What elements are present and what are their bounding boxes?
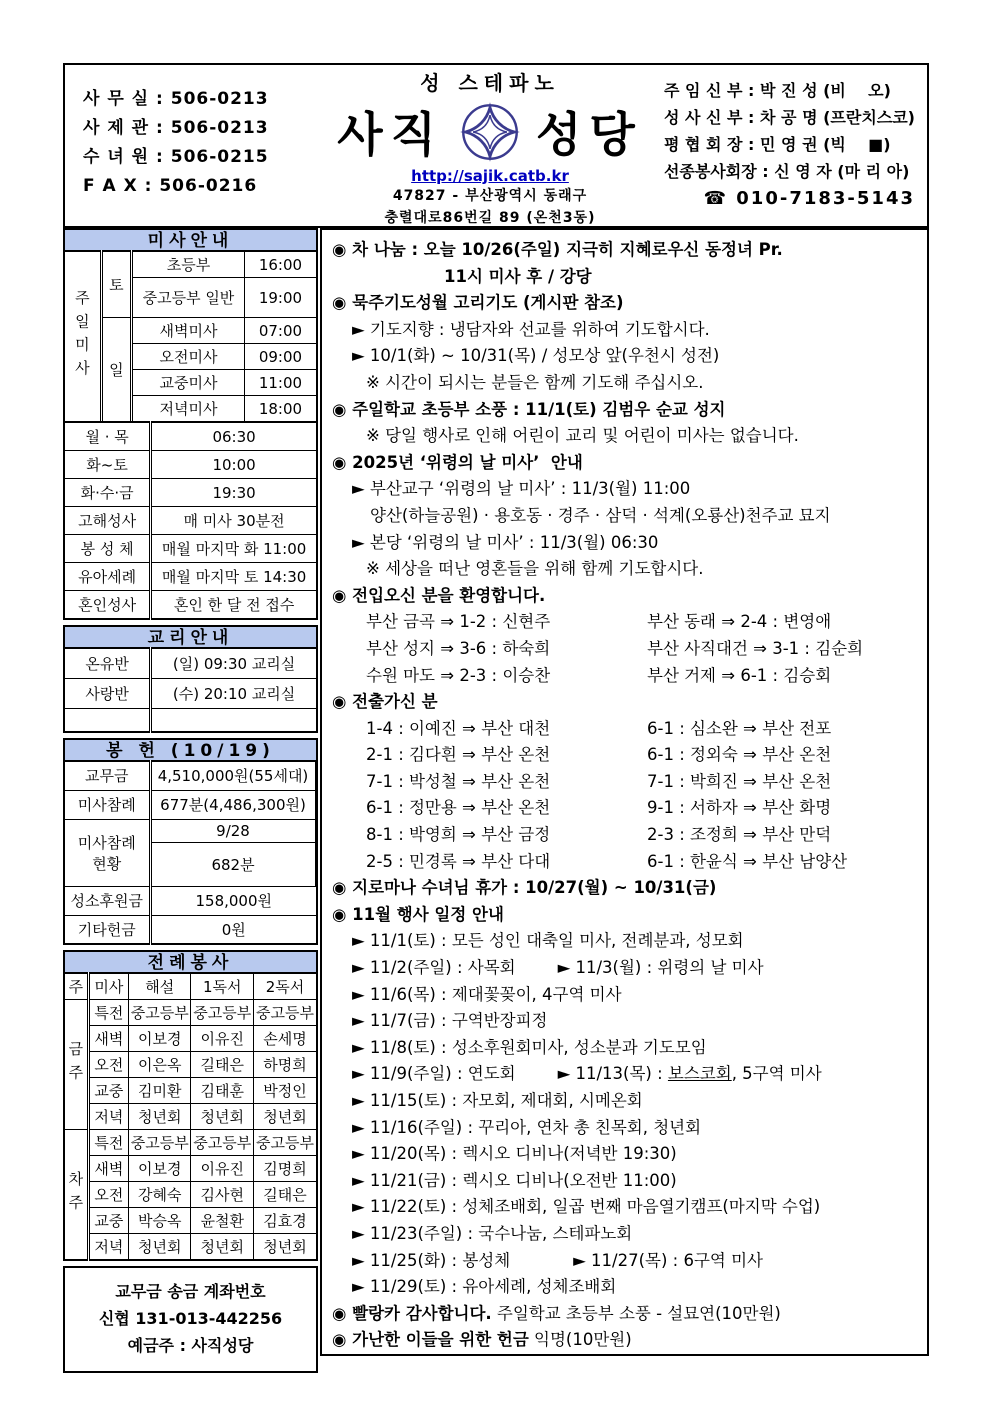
cell: 손세명 <box>253 1026 317 1052</box>
cell-header: 2독서 <box>253 973 317 1000</box>
mass-schedule-table <box>63 250 318 423</box>
table-row <box>64 318 317 344</box>
table-row <box>64 451 317 479</box>
announcement-line: ◉ 가난한 이들을 위한 헌금 익명(10만원) <box>332 1330 632 1350</box>
schedule-line: ► 11/1(토) : 모든 성인 대축일 미사, 전례분과, 성모회 <box>352 931 744 951</box>
saint-name: 성 스테파노 <box>420 71 560 95</box>
cell: 사랑반 <box>64 678 151 708</box>
cell: 19:00 <box>244 278 317 318</box>
transfer-out-row: 2-5 : 민경록 ⇒ 부산 다대 6-1 : 한윤식 ⇒ 부산 남양산 <box>366 851 848 871</box>
cell: (수) 20:10 교리실 <box>151 678 317 708</box>
cell: 매월 마지막 화 11:00 <box>151 535 317 563</box>
announcement-line: 양산(하늘공원) · 용호동 · 경주 · 삼덕 · 석계(오룡산)천주교 묘지 <box>370 505 831 525</box>
weekday-mass-table <box>63 421 318 620</box>
cell: 16:00 <box>244 251 317 278</box>
announcement-line: ◉ 차 나눔 : 오늘 10/26(주일) 지극히 지혜로우신 동정녀 Pr. <box>332 240 783 259</box>
cell: 이유진 <box>191 1156 253 1182</box>
cell: 새벽 <box>88 1026 128 1052</box>
cell: 682분 <box>150 842 315 886</box>
cell: 청년회 <box>191 1104 253 1130</box>
transfer-out-row: 1-4 : 이예진 ⇒ 부산 대천 6-1 : 심소완 ⇒ 부산 전포 <box>366 718 832 738</box>
table-row <box>64 1026 317 1052</box>
cell: 김미환 <box>129 1078 191 1104</box>
transfer-out-row: 7-1 : 박성철 ⇒ 부산 온천 7-1 : 박희진 ⇒ 부산 온천 <box>366 771 832 791</box>
cell-this-week: 금주 <box>64 1000 88 1130</box>
left-column <box>63 228 318 1373</box>
phone-line: 사 무 실 : 506-0213 <box>83 89 269 109</box>
liturgy-service-table <box>63 972 318 1261</box>
staff-list <box>664 77 915 212</box>
table-row <box>64 790 317 819</box>
table-row <box>64 1130 317 1156</box>
cell: 저녁 <box>88 1234 128 1261</box>
cell: 오전 <box>88 1052 128 1078</box>
schedule-line: ► 11/25(화) : 봉성체 ► 11/27(목) : 6구역 미사 <box>352 1250 763 1270</box>
table-row <box>64 648 317 678</box>
catechesis-header: 교리안내 <box>63 625 318 649</box>
cell <box>64 708 151 732</box>
church-title-right: 성당 <box>536 108 643 163</box>
account-line: 교무금 송금 계좌번호 <box>115 1282 266 1301</box>
cell: 중고등부 일반 <box>132 278 245 318</box>
cell: 중고등부 <box>253 1130 317 1156</box>
announcement-line: ► 기도지향 : 냉담자와 선교를 위하여 기도합시다. <box>352 319 710 339</box>
cell: 유아세례 <box>64 563 151 591</box>
table-row <box>64 1000 317 1026</box>
liturgy-service-header: 전례봉사 <box>63 950 318 974</box>
schedule-line: ► 11/20(목) : 렉시오 디비나(저녁반 19:30) <box>352 1144 677 1164</box>
announcement-line: ※ 세상을 떠난 영혼들을 위해 함께 기도합시다. <box>366 559 704 579</box>
cell: (일) 09:30 교리실 <box>151 648 317 678</box>
cell: 청년회 <box>253 1104 317 1130</box>
cell-next-week: 차주 <box>64 1130 88 1261</box>
cell: 10:00 <box>151 451 317 479</box>
cell: 박정인 <box>253 1078 317 1104</box>
cell: 158,000원 <box>150 886 317 915</box>
cell: 기타헌금 <box>64 915 150 944</box>
cell: 오전 <box>88 1182 128 1208</box>
staff-line: 성 사 신 부 : 차 공 명 (프란치스코) <box>663 108 915 127</box>
cell: 청년회 <box>191 1234 253 1261</box>
postal-address-line1: 47827 - 부산광역시 동래구 <box>392 188 588 204</box>
catechesis-table <box>63 647 318 733</box>
schedule-line: ► 11/22(토) : 성체조배회, 일곱 번째 마음열기캠프(마지막 수업) <box>352 1197 821 1217</box>
table-row <box>64 251 317 278</box>
cell-header: 1독서 <box>191 973 253 1000</box>
announcement-line: ► 10/1(화) ~ 10/31(목) / 성모상 앞(우천시 성전) <box>352 346 720 366</box>
table-row <box>64 1078 317 1104</box>
cell-sunday: 일 <box>101 318 131 423</box>
schedule-line: ► 11/7(금) : 구역반장피정 <box>352 1011 548 1031</box>
cell: 19:30 <box>151 479 317 507</box>
cell-header: 미사 <box>88 973 128 1000</box>
cell: 중고등부 <box>129 1000 191 1026</box>
cell: 고해성사 <box>64 507 151 535</box>
cell: 교중 <box>88 1208 128 1234</box>
cell: 이유진 <box>191 1026 253 1052</box>
cell: 화·수·금 <box>64 479 151 507</box>
church-title-left: 사직 <box>337 108 444 163</box>
account-info-box <box>63 1266 318 1373</box>
table-row <box>64 915 317 944</box>
mass-guide-header: 미사안내 <box>63 228 318 252</box>
announcement-line: ※ 시간이 되시는 분들은 함께 기도해 주십시오. <box>366 372 704 392</box>
schedule-line: ► 11/6(목) : 제대꽃꽂이, 4구역 미사 <box>352 984 622 1004</box>
transfer-out-row: 8-1 : 박영희 ⇒ 부산 금정 2-3 : 조정희 ⇒ 부산 만덕 <box>366 825 832 845</box>
cell: 하명희 <box>253 1052 317 1078</box>
cell: 새벽미사 <box>132 318 245 344</box>
transfer-in-row: 부산 금곡 ⇒ 1-2 : 신현주 부산 동래 ⇒ 2-4 : 변영애 <box>366 612 832 632</box>
cell: 특전 <box>88 1130 128 1156</box>
cell <box>151 708 317 732</box>
table-row <box>64 1182 317 1208</box>
cell: 18:00 <box>244 396 317 423</box>
announcement-line: ◉ 11월 행사 일정 안내 <box>332 904 504 924</box>
cell: 4,510,000원(55세대) <box>150 761 315 790</box>
phone-list <box>83 85 269 201</box>
cell: 중고등부 <box>191 1130 253 1156</box>
account-line: 신협 131-013-442256 <box>98 1309 283 1328</box>
cell-header: 주 <box>64 973 88 1000</box>
table-row <box>64 678 317 708</box>
table-row <box>64 563 317 591</box>
church-website-link[interactable]: http://sajik.catb.kr <box>411 167 569 185</box>
table-row <box>64 479 317 507</box>
table-row <box>64 591 317 620</box>
table-row <box>64 1104 317 1130</box>
announcement-line: ◉ 전출가신 분 <box>332 692 438 712</box>
cell: 07:00 <box>244 318 317 344</box>
table-row <box>64 973 317 1000</box>
cell: 혼인 한 달 전 접수 <box>151 591 317 620</box>
mobile-phone: ☎ 010-7183-5143 <box>703 188 915 209</box>
cell <box>316 842 317 886</box>
cell-saturday: 토 <box>101 251 131 318</box>
postal-address-line2: 충렬대로86번길 89 (온천3동) <box>384 210 596 226</box>
cell: 김효경 <box>253 1208 317 1234</box>
cell <box>316 819 317 842</box>
cell: 김명희 <box>253 1156 317 1182</box>
cell: 청년회 <box>253 1234 317 1261</box>
cell: 길태은 <box>191 1052 253 1078</box>
cell: 9/28 <box>150 819 315 842</box>
cell: 교무금 <box>64 761 150 790</box>
table-row <box>64 507 317 535</box>
table-row <box>64 819 317 842</box>
cell: 성소후원금 <box>64 886 150 915</box>
cell: 특전 <box>88 1000 128 1026</box>
schedule-line: ► 11/8(토) : 성소후원회미사, 성소분과 기도모임 <box>352 1037 707 1057</box>
cell: 매 미사 30분전 <box>151 507 317 535</box>
cell-header: 해설 <box>129 973 191 1000</box>
cell: 매월 마지막 토 14:30 <box>151 563 317 591</box>
transfer-in-row: 부산 성지 ⇒ 3-6 : 하숙희 부산 사직대건 ⇒ 3-1 : 김순희 <box>366 638 864 658</box>
cell: 0원 <box>150 915 317 944</box>
announcements-panel <box>320 228 929 1356</box>
cell: 11:00 <box>244 370 317 396</box>
cell: 중고등부 <box>191 1000 253 1026</box>
announcement-line: ► 부산교구 ‘위령의 날 미사’ : 11/3(월) 11:00 <box>352 479 691 499</box>
transfer-out-row: 6-1 : 정만용 ⇒ 부산 온천 9-1 : 서하자 ⇒ 부산 화명 <box>366 798 832 818</box>
table-row <box>64 886 317 915</box>
cell: 09:00 <box>244 344 317 370</box>
transfer-in-row: 수원 마도 ⇒ 2-3 : 이승찬 부산 거제 ⇒ 6-1 : 김승회 <box>366 665 832 685</box>
cell: 교중 <box>88 1078 128 1104</box>
cell: 김태훈 <box>191 1078 253 1104</box>
table-row <box>64 1052 317 1078</box>
schedule-line: ► 11/15(토) : 자모회, 제대회, 시메온회 <box>352 1091 643 1110</box>
cell: 오전미사 <box>132 344 245 370</box>
table-row <box>64 1234 317 1261</box>
table-row <box>64 535 317 563</box>
cell: 미사참례 <box>64 790 150 819</box>
announcement-line: ◉ 지로마나 수녀님 휴가 : 10/27(월) ~ 10/31(금) <box>332 878 717 898</box>
cell: 청년회 <box>129 1234 191 1261</box>
cell: 청년회 <box>129 1104 191 1130</box>
cell: 혼인성사 <box>64 591 151 620</box>
schedule-line: ► 11/23(주일) : 국수나눔, 스테파노회 <box>352 1223 633 1243</box>
cell: 저녁미사 <box>132 396 245 423</box>
cell: 윤철환 <box>191 1208 253 1234</box>
announcement-line: ► 본당 ‘위령의 날 미사’ : 11/3(월) 06:30 <box>352 532 659 552</box>
cell: 화~토 <box>64 451 151 479</box>
table-row <box>64 1156 317 1182</box>
schedule-line: ► 11/16(주일) : 꾸리아, 연차 총 친목회, 청년회 <box>352 1117 702 1137</box>
cell: 이은옥 <box>129 1052 191 1078</box>
schedule-line: ► 11/21(금) : 렉시오 디비나(오전반 11:00) <box>352 1170 677 1190</box>
cell: 677분(4,486,300원) <box>150 790 315 819</box>
table-row <box>64 708 317 732</box>
announcement-line: ◉ 전입오신 분을 환영합니다. <box>332 585 546 605</box>
announcement-line: ※ 당일 행사로 인해 어린이 교리 및 어린이 미사는 없습니다. <box>366 426 799 446</box>
cell: 이보경 <box>129 1026 191 1052</box>
cell: 저녁 <box>88 1104 128 1130</box>
table-row <box>64 422 317 451</box>
schedule-line: ► 11/29(토) : 유아세례, 성체조배회 <box>352 1277 617 1297</box>
bulletin-header <box>63 63 929 228</box>
cell: 중고등부 <box>129 1130 191 1156</box>
staff-line: 평 협 회 장 : 민 영 권 (빅 ■) <box>663 135 891 154</box>
cell: 06:30 <box>151 422 317 451</box>
cell-attendance-label: 미사참례 현황 <box>64 819 150 886</box>
offering-header: 봉 헌 (10/19) <box>63 738 318 762</box>
offering-table <box>63 760 318 945</box>
phone-line: 수 녀 원 : 506-0215 <box>83 147 269 167</box>
cell: 이보경 <box>129 1156 191 1182</box>
transfer-out-row: 2-1 : 김다흰 ⇒ 부산 온천 6-1 : 정외숙 ⇒ 부산 온천 <box>366 745 832 765</box>
cell: 봉 성 체 <box>64 535 151 563</box>
phone-line: 사 제 관 : 506-0213 <box>83 118 269 138</box>
cell: 교중미사 <box>132 370 245 396</box>
staff-line: 주 임 신 부 : 박 진 성 (비 오) <box>663 81 891 100</box>
cell: 박승옥 <box>129 1208 191 1234</box>
cell: 월 · 목 <box>64 422 151 451</box>
account-line: 예금주 : 사직성당 <box>127 1336 254 1355</box>
cell: 온유반 <box>64 648 151 678</box>
schedule-line: ► 11/2(주일) : 사목회 ► 11/3(월) : 위령의 날 미사 <box>352 958 764 978</box>
announcement-line: ◉ 묵주기도성월 고리기도 (게시판 참조) <box>332 293 624 313</box>
cell: 새벽 <box>88 1156 128 1182</box>
table-row <box>64 761 317 790</box>
announcement-line: ◉ 주일학교 초등부 소풍 : 11/1(토) 김범우 순교 성지 <box>332 399 726 419</box>
church-logo-cross-icon <box>460 102 520 162</box>
cell: 길태은 <box>253 1182 317 1208</box>
schedule-line: ► 11/9(주일) : 연도회 ► 11/13(목) : 보스코회, 5구역 미사 <box>352 1064 822 1084</box>
announcement-line: 11시 미사 후 / 강당 <box>444 266 592 286</box>
announcement-line: ◉ 빨랑카 감사합니다. 주일학교 초등부 소풍 - 설묘연(10만원) <box>332 1303 781 1323</box>
table-row <box>64 1208 317 1234</box>
staff-line: 선종봉사회장 : 신 영 자 (마 리 아) <box>663 162 910 181</box>
cell: 초등부 <box>132 251 245 278</box>
church-title-block <box>315 67 665 229</box>
cell: 김사현 <box>191 1182 253 1208</box>
fax-line: F A X : 506-0216 <box>83 176 258 196</box>
cell: 중고등부 <box>253 1000 317 1026</box>
cell-sunday-mass-group: 주일미사 <box>64 251 101 422</box>
cell: 강혜숙 <box>129 1182 191 1208</box>
announcement-line: ◉ 2025년 ‘위령의 날 미사’ 안내 <box>332 452 583 472</box>
